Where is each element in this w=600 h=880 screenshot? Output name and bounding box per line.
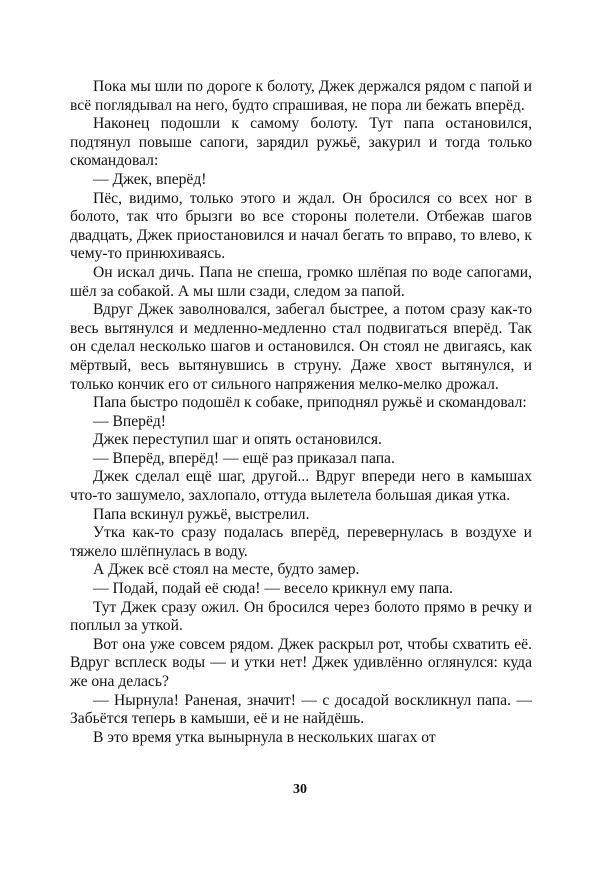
paragraph: Джек сделал ещё шаг, другой... Вдруг впереди него в камышах что-то зашумело, захлопало, оттуда вылетела большая дикая утка. bbox=[70, 468, 532, 505]
paragraph: А Джек всё стоял на месте, будто замер. bbox=[93, 561, 360, 579]
body-text bbox=[70, 78, 532, 747]
paragraph: Пёс, видимо, только этого и ждал. Он бросился со всех ног в болото, так что брызги во все стороны полетели. Отбежав шагов двадцать, Джек приостановился и начал бегать то вправо, то влево, к чему-то принюхиваясь. bbox=[70, 189, 532, 263]
dialogue-line: — Нырнула! Раненая, значит! — с досадой воскликнул папа. — Забьётся теперь в камыши, её и не найдёшь. bbox=[70, 691, 532, 728]
paragraph: Вдруг Джек заволновался, забегал быстрее, а потом сразу как-то весь вытянулся и медленно-медленно стал подвигаться вперёд. Так он сделал несколько шагов и остановился. Он стоял не двигаясь, как мёртвый, весь вытянувшись в струну. Даже хвост вытянулся, и только кончик его от сильного напряжения мелко-мелко дрожал. bbox=[70, 301, 532, 393]
paragraph: Пока мы шли по дороге к болоту, Джек держался рядом с папой и всё поглядывал на него, будто спрашивая, не пора ли бежать вперёд. bbox=[70, 78, 532, 114]
paragraph: Утка как-то сразу подалась вперёд, перевернулась в воздухе и тяжело шлёпнулась в воду. bbox=[70, 524, 532, 560]
paragraph: Вот она уже совсем рядом. Джек раскрыл рот, чтобы схватить её. Вдруг всплеск воды — и утки нет! Джек удивлённо оглянулся: куда же она делась? bbox=[70, 635, 532, 690]
paragraph: В это время утка вынырнула в нескольких шагах от bbox=[93, 728, 436, 746]
paragraph: Джек переступил шаг и опять остановился. bbox=[93, 431, 382, 449]
dialogue-line: — Вперёд, вперёд! — ещё раз приказал папа. bbox=[93, 449, 395, 467]
paragraph: Он искал дичь. Папа не спеша, громко шлёпая по воде сапогами, шёл за собакой. А мы шли сзади, следом за папой. bbox=[70, 263, 532, 300]
paragraph: Тут Джек сразу ожил. Он бросился через болото прямо в речку и поплыл за уткой. bbox=[70, 598, 532, 635]
dialogue-line: — Вперёд! bbox=[93, 412, 167, 430]
page-number: 30 bbox=[293, 782, 307, 797]
paragraph: Папа вскинул ружьё, выстрелил. bbox=[93, 505, 310, 523]
paragraph: Папа быстро подошёл к собаке, приподнял ружьё и скомандовал: bbox=[93, 394, 527, 412]
dialogue-line: — Подай, подай её сюда! — весело крикнул ему папа. bbox=[93, 580, 454, 598]
paragraph: Наконец подошли к самому болоту. Тут папа остановился, подтянул повыше сапоги, зарядил ружьё, закурил и тогда только скомандовал: bbox=[70, 115, 532, 170]
dialogue-line: — Джек, вперёд! bbox=[93, 170, 207, 188]
